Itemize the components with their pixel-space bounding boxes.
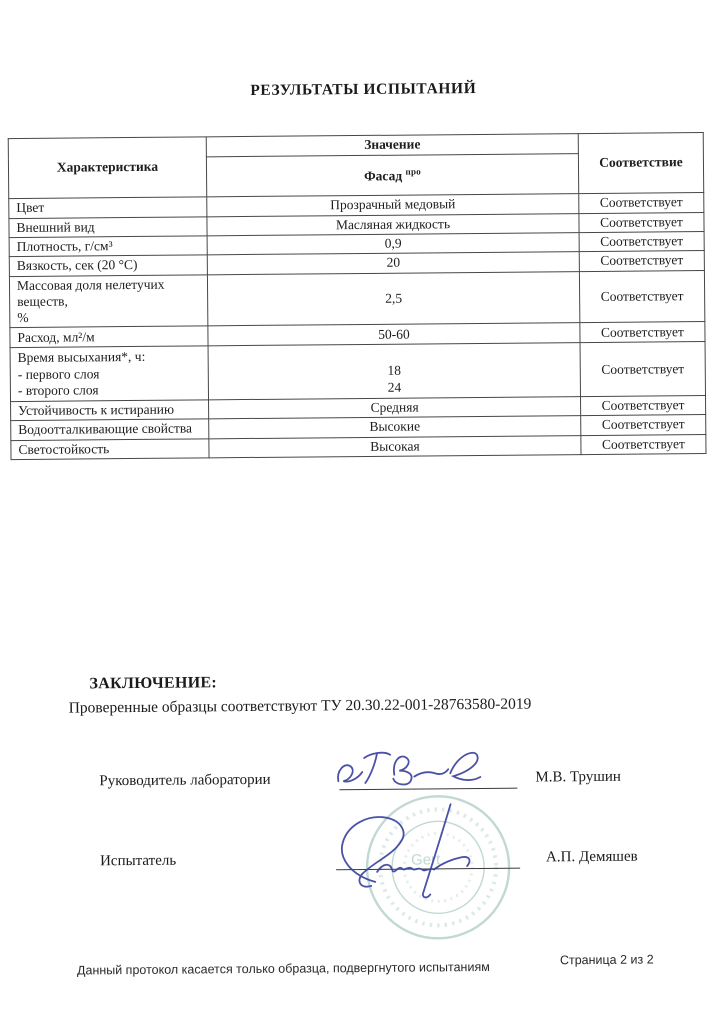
value-cell: 0,9: [207, 233, 579, 255]
signature-role-label: Испытатель: [99, 852, 177, 870]
page-number: Страница 2 из 2: [559, 952, 654, 968]
value-cell: [208, 343, 580, 400]
value-cell: Высокие: [209, 416, 581, 438]
product-name: Фасад: [363, 167, 403, 184]
conformance-cell: Соответствует: [579, 193, 704, 214]
conformance-cell: Соответствует: [579, 213, 704, 233]
characteristic-cell: Внешний вид: [9, 217, 207, 238]
conformance-cell: Соответствует: [581, 415, 706, 435]
signature-autograph: [331, 799, 494, 902]
value-cell: Прозрачный медовый: [207, 194, 579, 217]
characteristic-cell: [10, 346, 208, 402]
page-title: РЕЗУЛЬТАТЫ ИСПЫТАНИЙ: [250, 79, 477, 99]
signature-role-label: Руководитель лаборатории: [99, 771, 271, 790]
header-conformance: Соответствие: [578, 133, 704, 194]
conformance-cell: Соответствует: [581, 434, 706, 454]
characteristic-cell: Светостойкость: [11, 438, 209, 459]
table-row: [9, 270, 704, 328]
value-line: 24: [387, 379, 402, 395]
table-row: [10, 342, 705, 402]
value-cell: 50-60: [208, 323, 580, 346]
characteristic-cell: Плотность, г/см³: [9, 236, 207, 257]
conformance-cell: Соответствует: [580, 342, 705, 397]
conformance-cell: Соответствует: [579, 232, 704, 252]
characteristic-line: Массовая доля нелетучих веществ,: [16, 276, 165, 309]
conformance-cell: Соответствует: [580, 322, 705, 343]
conclusion-text: Проверенные образцы соответствуют ТУ 20.30.22-001-28763580-2019: [68, 695, 532, 717]
characteristic-cell: Расход, мл²/м: [10, 326, 208, 348]
stamp-center-text: Gert: [410, 851, 441, 869]
characteristic-cell: Устойчивость к истиранию: [11, 400, 209, 421]
characteristic-line: Время высыхания*, ч:: [17, 349, 146, 366]
header-product-cell: [206, 154, 578, 197]
characteristic-cell: Вязкость, сек (20 °С): [9, 255, 207, 276]
characteristic-line: - первого слоя: [17, 365, 100, 382]
product-name-superscript: про: [405, 166, 422, 177]
signatory-name: М.В. Трушин: [535, 768, 621, 786]
signatory-name: А.П. Демяшев: [545, 848, 638, 866]
value-cell: Средняя: [209, 397, 581, 419]
characteristic-line: %: [17, 309, 29, 325]
value-cell: 20: [207, 252, 579, 274]
conformance-cell: Соответствует: [579, 270, 704, 323]
characteristic-cell: Цвет: [9, 197, 207, 219]
signature-autograph: [332, 743, 500, 794]
header-value-group: Значение: [206, 134, 578, 157]
characteristic-line: - второго слоя: [17, 382, 99, 398]
value-cell: Высокая: [209, 435, 581, 457]
characteristic-cell: [9, 274, 207, 327]
value-cell: 2,5: [207, 271, 579, 326]
value-line: 18: [387, 363, 402, 379]
conformance-cell: Соответствует: [579, 251, 704, 271]
value-cell: Масляная жидкость: [207, 214, 579, 236]
header-characteristic: Характеристика: [8, 137, 207, 199]
conclusion-heading: ЗАКЛЮЧЕНИЕ:: [89, 674, 218, 693]
results-table: [8, 132, 707, 460]
characteristic-cell: Водоотталкивающие свойства: [11, 419, 209, 440]
conformance-cell: Соответствует: [581, 396, 706, 416]
footer-note: Данный протокол касается только образца, подвергнутого испытаниям: [76, 959, 490, 978]
